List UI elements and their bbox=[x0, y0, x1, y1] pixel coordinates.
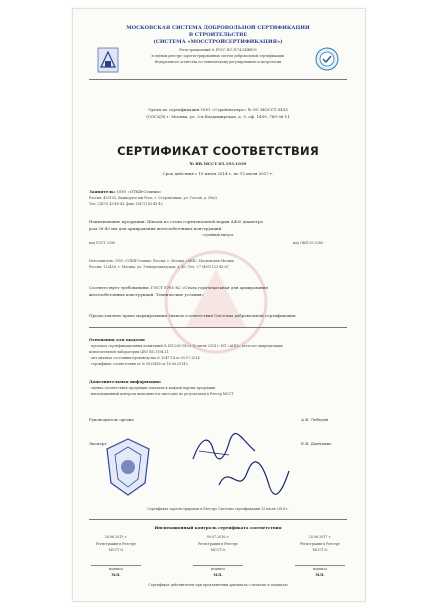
certificate-validity: Срок действия с 15 июля 2014 г. по 15 июля 2017 г. bbox=[162, 171, 274, 176]
inspection-col3-date: 25.06.2017 г. bbox=[308, 535, 332, 539]
applicant-address: Россия, 453103, Башкортостан Респ, г. Стерлитамак, ул. Гоголя, д. 99а/2 bbox=[89, 196, 218, 200]
inspection-col2-sign-line bbox=[193, 565, 243, 566]
certification-body-line1: Орган по сертификации ООО «Стройэксперт» № ОС МОССТ.0435 bbox=[148, 107, 288, 112]
signatory-name-2: Е.В. Данченко bbox=[301, 441, 332, 446]
manufacturer-line1: Изготовитель: ООО «ОТКВ-Станки» Россия, г. Москва «АИП» Московская Москва bbox=[89, 259, 234, 263]
basis-line2: испытательной лаборатории ЦЕО RU.З194.11 bbox=[89, 350, 169, 354]
signatory-role-1: Руководитель органа bbox=[89, 417, 134, 422]
inspection-col3-mp: М.П. bbox=[315, 573, 325, 577]
system-name-line1: МОСКОВСКАЯ СИСТЕМА ДОБРОВОЛЬНОЙ СЕРТИФИКАЦИИ bbox=[126, 25, 310, 31]
basis-line1: - протокол сертификационных испытаний № ИЛ/200-14 от 10 июля 2014 г. ИЛ «АИП», аттестат аккредитации bbox=[89, 344, 283, 348]
inspection-col3-reg-label: Регистрация в Реестре bbox=[299, 542, 341, 546]
inspection-col2-mp: М.П. bbox=[213, 573, 223, 577]
applicant-row bbox=[89, 189, 349, 194]
system-sub1: в едином реестре зарегистрированных систем добровольной сертификации bbox=[151, 54, 285, 58]
product-line1: Наименование продукции: Шпалы из стали горячекатаной марки А400 диаметра bbox=[89, 219, 263, 224]
inspection-col1-sign-label: подпись bbox=[108, 567, 124, 571]
inspection-col2-date: 09.07.2016 г. bbox=[206, 535, 230, 539]
certificate-title: СЕРТИФИКАТ СООТВЕТСТВИЯ bbox=[117, 144, 319, 158]
certificate-footer: Сертификат действителен при предъявлении оригинала с печатью и подписью bbox=[148, 583, 288, 587]
inspection-col2-sign-label: подпись bbox=[210, 567, 226, 571]
certificate-number: № ВВ.МССТ.05.193.1039 bbox=[189, 161, 247, 166]
gost-code: код ГОСТ 2590 bbox=[89, 241, 116, 245]
certification-body-line2: (СОСЦЭ) г. Москва, ул. 3-я Владимирская, д. 5, оф. 1499, 789-36-11 bbox=[146, 114, 290, 119]
organization-seal-icon bbox=[103, 437, 153, 497]
extra-info-line2: - инспекционный контроль выполняется ежегодно по результатам в Реестр МССТ bbox=[89, 392, 234, 396]
inspection-col1-mp: М.П. bbox=[111, 573, 121, 577]
certificate-content bbox=[83, 19, 353, 591]
header-divider bbox=[89, 79, 347, 80]
signatory-name-1: А.В. Лебедев bbox=[301, 417, 329, 422]
applicant-name: ООО «ОТКВ-Станки» bbox=[116, 189, 162, 194]
inspection-col3-sign-line bbox=[295, 565, 345, 566]
okp-code: код ОКП 09 5280 bbox=[293, 241, 323, 245]
manufacturer-line2: Россия, 123456, г. Москва, ул. Электрозаводская, д. 40, Тел. +7 (495) 123-45-67 bbox=[89, 265, 229, 269]
basis-label: Основания для выдачи: bbox=[89, 337, 146, 342]
applicant-phone: Тел. (3473) 43-45-43, факс (3473) 43-45-43 bbox=[89, 202, 163, 206]
registry-note: Сертификат зарегистрирован в Реестре Системы сертификации 15 июля 2014 г. bbox=[147, 507, 289, 511]
inspection-col3-reg-value: МССТ № bbox=[312, 548, 328, 552]
right-to-mark: Предоставлено право маркирования Знаком соответствия Системы добровольной сертификации bbox=[89, 313, 296, 318]
signatory-role-2: Эксперт bbox=[89, 441, 107, 446]
inspection-col1-reg-label: Регистрация в Реестре bbox=[95, 542, 137, 546]
inspection-col1-sign-line bbox=[91, 565, 141, 566]
inspection-col3-sign-label: подпись bbox=[312, 567, 328, 571]
inspection-title: Инспекционный контроль сертификата соответствия bbox=[154, 525, 282, 530]
inspection-col1-date: 28.06.2015 г. bbox=[104, 535, 128, 539]
basis-line4: - сертификат соответствия от № 0023456 от 18.06.2014 г. bbox=[89, 362, 190, 366]
certificate-sheet bbox=[72, 8, 366, 602]
inspection-col1-reg-value: МССТ № bbox=[108, 548, 124, 552]
system-registration: Регистрационный № РОСС RU.З174.04ЖЕ00 bbox=[179, 48, 257, 52]
system-name-line3: (СИСТЕМА «МОССТРОЙСЕРТИФИКАЦИЯ») bbox=[153, 39, 283, 45]
applicant-label: Заявитель: bbox=[89, 189, 116, 194]
product-line2: ром 28-40 мм для армирования железобетонных конструкций bbox=[89, 226, 222, 231]
signature-2-icon bbox=[213, 459, 293, 499]
mid-divider bbox=[89, 327, 347, 328]
inspection-col2-reg-value: МССТ № bbox=[210, 548, 226, 552]
product-line3: серийный выпуск bbox=[202, 233, 234, 237]
conformity-line1: Соответствует требованиям: ГОСТ 5781-82 «Сталь горячекатаная для армирования bbox=[89, 285, 268, 290]
basis-line3: - акт анализа состояния производства № 1047-14 от 05.07.2014 bbox=[89, 356, 200, 360]
watermark-emblem-icon bbox=[161, 247, 271, 357]
extra-info-line1: - оценка соответствия продукции показана в каждой партии продукции bbox=[89, 386, 216, 390]
inspection-col2-reg-label: Регистрация в Реестре bbox=[197, 542, 239, 546]
system-name-line2: В СТРОИТЕЛЬСТВЕ bbox=[188, 32, 248, 38]
inspection-divider bbox=[89, 519, 347, 520]
system-sub2: Федерального агентства по техническому регулированию и метрологии bbox=[154, 60, 282, 64]
conformity-line2: железобетонных конструкций. Технические условия» bbox=[89, 292, 204, 297]
extra-info-label: Дополнительная информация: bbox=[89, 379, 162, 384]
